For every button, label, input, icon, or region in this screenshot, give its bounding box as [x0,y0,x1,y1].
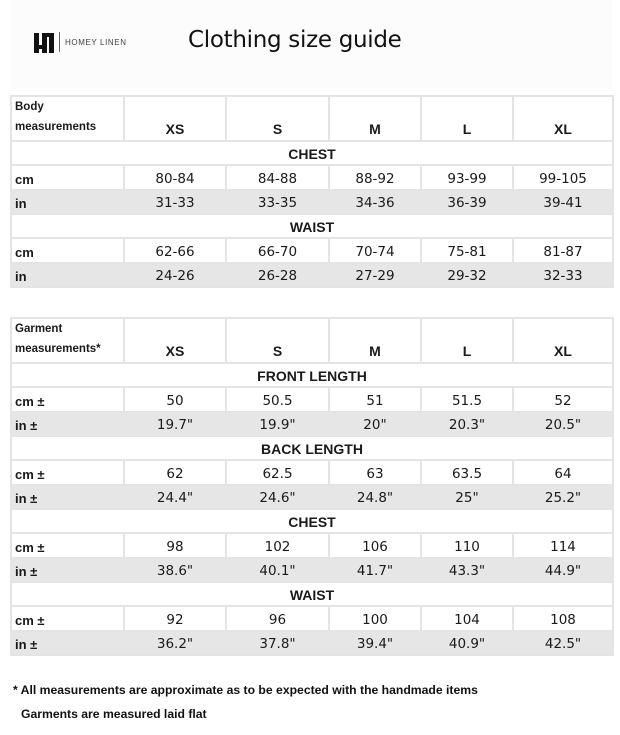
size-header-s: S [226,318,329,363]
section-title: WAIST [11,214,613,238]
table-cell: 64 [513,460,613,485]
corner-label [11,96,124,141]
homey-linen-logo-icon [34,31,54,53]
table-cell: 36-39 [421,190,513,215]
corner-label-line2: measurements* [15,343,101,355]
table-cell: 24-26 [124,263,226,288]
section-row-chest [11,141,613,165]
unit-label: cm ± [11,387,124,412]
table-cell: 99-105 [513,165,613,190]
table-cell: 100 [329,606,421,631]
table-cell: 75-81 [421,238,513,263]
table-cell: 114 [513,533,613,558]
table-cell: 42.5" [513,631,613,656]
unit-label: cm ± [11,606,124,631]
section-row-waist [11,582,613,606]
table-cell: 52 [513,387,613,412]
page-title: Clothing size guide [188,27,402,53]
table-row [11,485,613,510]
table-cell: 36.2" [124,631,226,656]
body-measurements-table [10,95,614,288]
table-row [11,412,613,437]
corner-label-line1: Garment [15,323,63,335]
table-cell: 40.1" [226,558,329,583]
table-row [11,165,613,190]
table-cell: 40.9" [421,631,513,656]
table-cell: 104 [421,606,513,631]
unit-label: cm [11,238,124,263]
size-header-l: L [421,318,513,363]
footnote-approximate: * All measurements are approximate as to be expected with the handmade items [13,683,478,697]
size-header-xs: XS [124,96,226,141]
table-cell: 66-70 [226,238,329,263]
table-cell: 63.5 [421,460,513,485]
table-header-row [11,318,613,363]
table-cell: 93-99 [421,165,513,190]
table-cell: 51.5 [421,387,513,412]
table-cell: 70-74 [329,238,421,263]
table-row [11,558,613,583]
table-cell: 24.8" [329,485,421,510]
table-cell: 81-87 [513,238,613,263]
table-cell: 62.5 [226,460,329,485]
table-cell: 20" [329,412,421,437]
garment-measurements-table [10,317,614,656]
unit-label: in [11,263,124,288]
table-cell: 88-92 [329,165,421,190]
table-header-row [11,96,613,141]
table-cell: 39.4" [329,631,421,656]
table-cell: 50.5 [226,387,329,412]
size-header-s: S [226,96,329,141]
logo-text: HOMEY LINEN [65,37,127,47]
table-cell: 63 [329,460,421,485]
table-cell: 98 [124,533,226,558]
size-header-m: M [329,96,421,141]
table-cell: 24.4" [124,485,226,510]
table-cell: 44.9" [513,558,613,583]
brand-logo [34,31,127,53]
table-row [11,631,613,656]
corner-label [11,318,124,363]
table-cell: 84-88 [226,165,329,190]
table-cell: 110 [421,533,513,558]
table-cell: 41.7" [329,558,421,583]
table-row [11,387,613,412]
table-cell: 31-33 [124,190,226,215]
section-row-back-length [11,436,613,460]
section-title: WAIST [11,582,613,606]
table-cell: 25" [421,485,513,510]
unit-label: in [11,190,124,215]
section-title: CHEST [11,141,613,165]
table-cell: 50 [124,387,226,412]
footnotes [13,683,478,721]
section-row-waist [11,214,613,238]
table-cell: 62 [124,460,226,485]
unit-label: cm ± [11,460,124,485]
unit-label: in ± [11,412,124,437]
table-cell: 96 [226,606,329,631]
table-cell: 19.7" [124,412,226,437]
table-cell: 62-66 [124,238,226,263]
unit-label: in ± [11,631,124,656]
table-cell: 38.6" [124,558,226,583]
table-row [11,238,613,263]
table-cell: 20.5" [513,412,613,437]
table-cell: 27-29 [329,263,421,288]
section-row-front-length [11,363,613,387]
table-cell: 43.3" [421,558,513,583]
table-cell: 32-33 [513,263,613,288]
section-title: CHEST [11,509,613,533]
section-title: BACK LENGTH [11,436,613,460]
size-header-xl: XL [513,96,613,141]
unit-label: cm [11,165,124,190]
table-cell: 24.6" [226,485,329,510]
size-header-xl: XL [513,318,613,363]
corner-label-line1: Body [15,101,44,113]
logo-divider [59,32,60,52]
table-cell: 51 [329,387,421,412]
table-cell: 92 [124,606,226,631]
table-cell: 108 [513,606,613,631]
table-cell: 39-41 [513,190,613,215]
corner-label-line2: measurements [15,121,97,133]
table-cell: 25.2" [513,485,613,510]
size-header-m: M [329,318,421,363]
table-cell: 33-35 [226,190,329,215]
table-cell: 34-36 [329,190,421,215]
unit-label: cm ± [11,533,124,558]
table-cell: 19.9" [226,412,329,437]
table-row [11,263,613,288]
section-title: FRONT LENGTH [11,363,613,387]
table-row [11,533,613,558]
unit-label: in ± [11,485,124,510]
table-row [11,606,613,631]
table-cell: 106 [329,533,421,558]
section-row-chest [11,509,613,533]
table-cell: 20.3" [421,412,513,437]
table-cell: 29-32 [421,263,513,288]
size-header-l: L [421,96,513,141]
table-cell: 80-84 [124,165,226,190]
table-cell: 37.8" [226,631,329,656]
size-header-xs: XS [124,318,226,363]
table-cell: 26-28 [226,263,329,288]
footnote-laid-flat: Garments are measured laid flat [21,707,207,721]
table-row [11,190,613,215]
unit-label: in ± [11,558,124,583]
table-row [11,460,613,485]
table-cell: 102 [226,533,329,558]
